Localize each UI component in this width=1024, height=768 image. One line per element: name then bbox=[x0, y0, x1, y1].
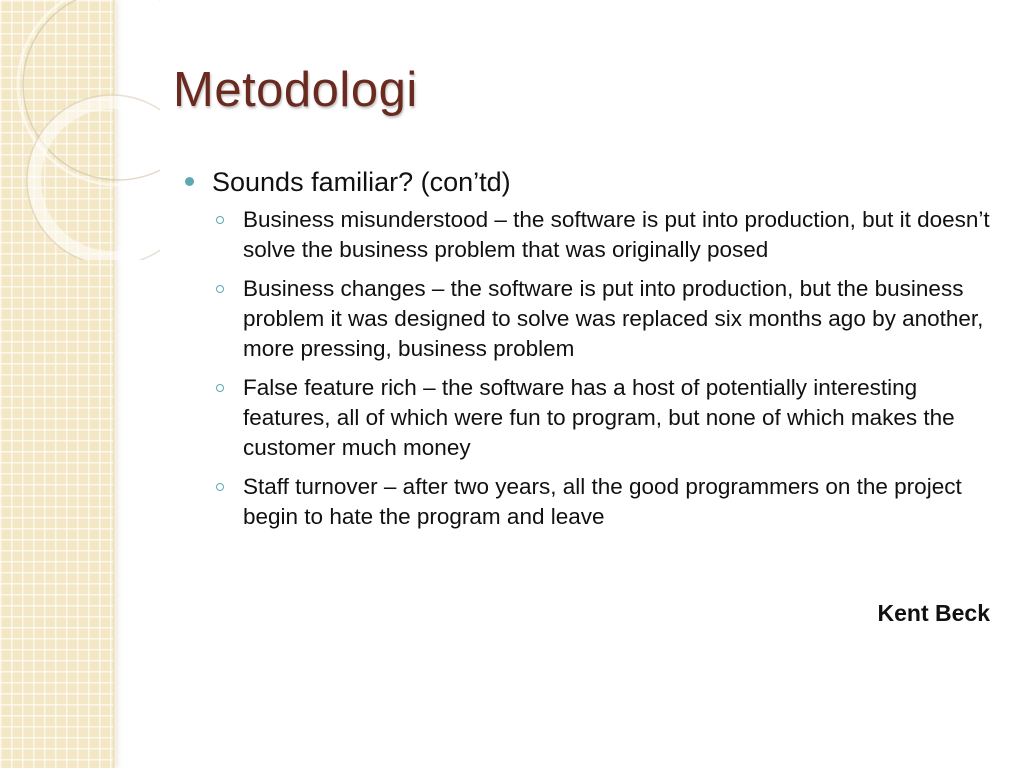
bullet-item bbox=[185, 162, 995, 202]
sub-bullet-item bbox=[185, 274, 995, 364]
ring-bullet-icon bbox=[216, 216, 224, 224]
sub-bullet-text: False feature rich – the software has a host of potentially interesting features, all of which were fun to program, but none of which makes the customer much money bbox=[243, 375, 955, 460]
sub-bullet-item bbox=[185, 472, 995, 532]
sub-bullet-text: Business misunderstood – the software is put into production, but it doesn’t solve the business problem that was originally posed bbox=[243, 207, 990, 262]
bullet-text: Sounds familiar? (con’td) bbox=[212, 167, 511, 197]
sub-bullet-item bbox=[185, 373, 995, 463]
decorative-rings-icon bbox=[0, 0, 160, 260]
ring-bullet-icon bbox=[216, 285, 224, 293]
slide-content bbox=[185, 162, 995, 541]
sub-bullet-item bbox=[185, 205, 995, 265]
sub-bullet-text: Staff turnover – after two years, all the good programmers on the project begin to hate the program and leave bbox=[243, 474, 962, 529]
filled-dot-icon bbox=[185, 177, 194, 186]
sub-bullet-text: Business changes – the software is put into production, but the business problem it was designed to solve was replaced six months ago by another, more pressing, business problem bbox=[243, 276, 984, 361]
ring-bullet-icon bbox=[216, 483, 224, 491]
ring-bullet-icon bbox=[216, 384, 224, 392]
slide-title: Metodologi bbox=[173, 63, 418, 117]
quote-attribution: Kent Beck bbox=[877, 600, 990, 626]
sub-bullet-list bbox=[185, 205, 995, 532]
